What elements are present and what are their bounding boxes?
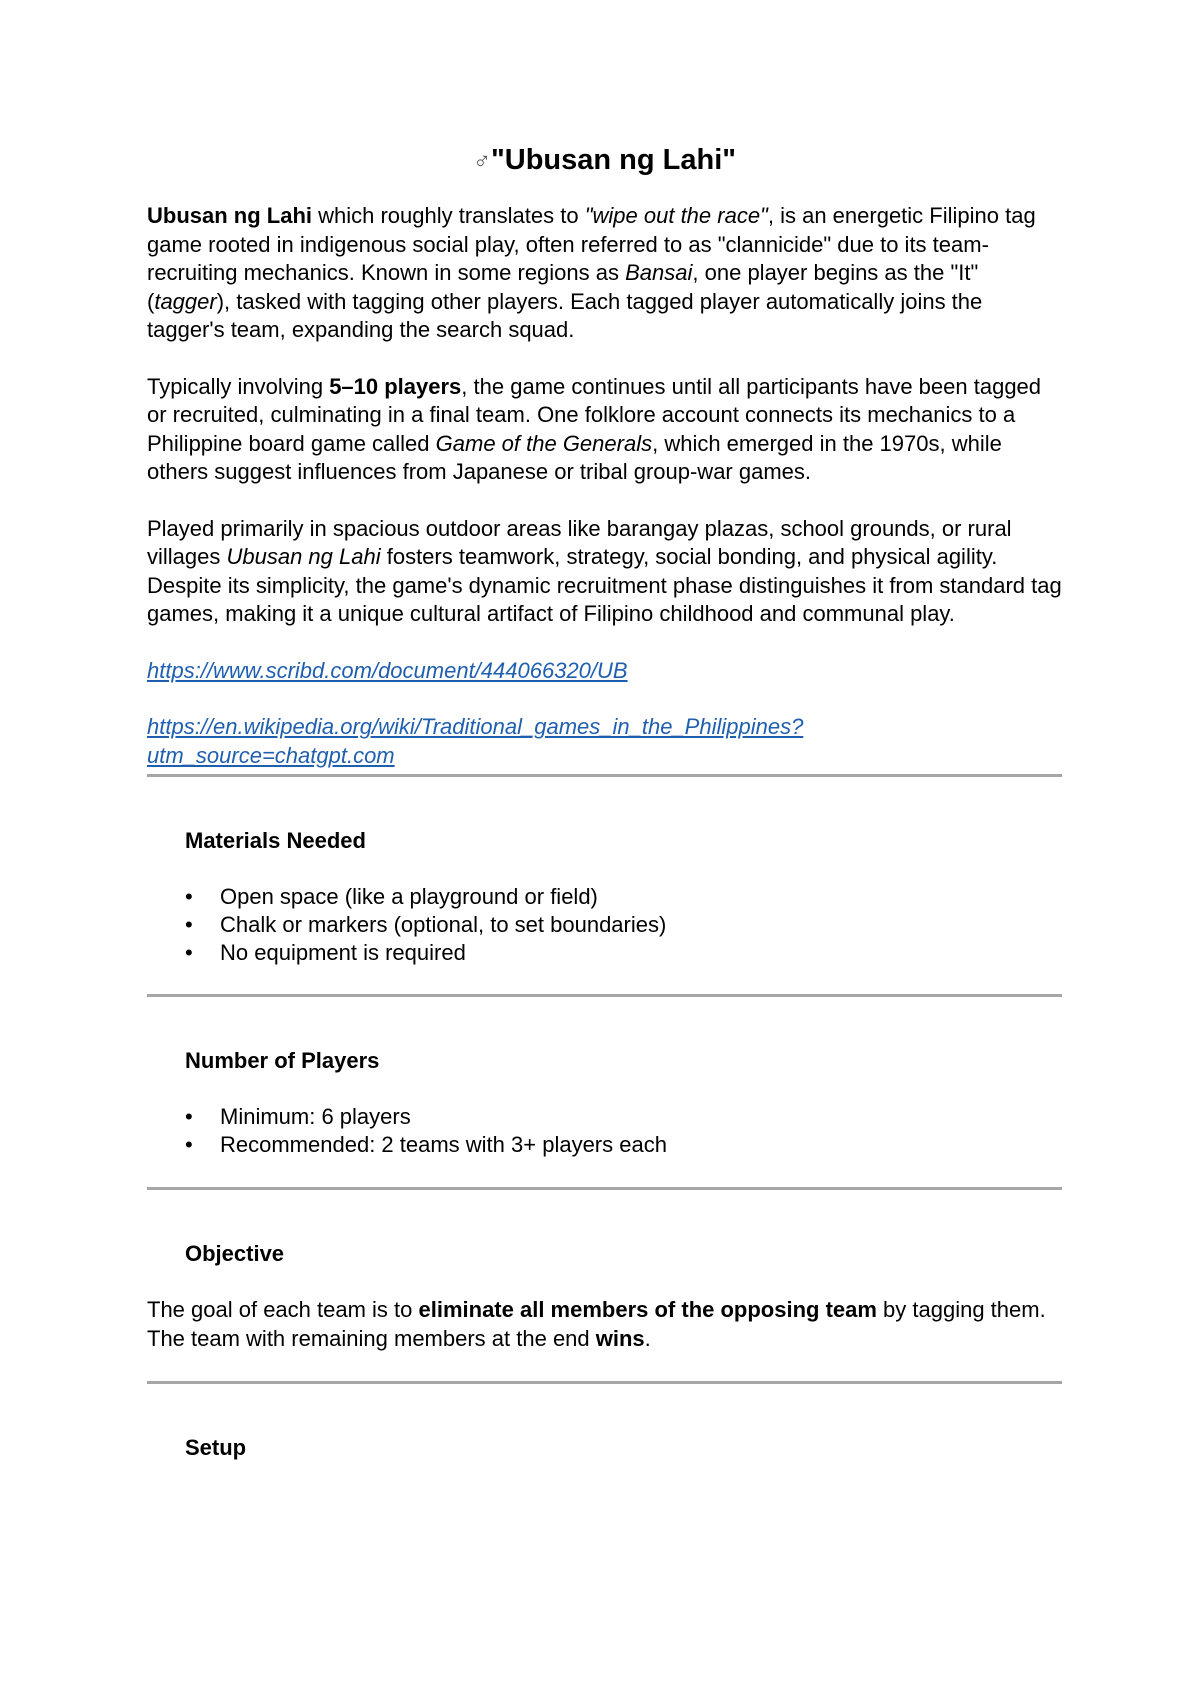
divider	[147, 1381, 1062, 1384]
objective-heading: Objective	[185, 1241, 285, 1266]
list-item: • Chalk or markers (optional, to set boundaries)	[185, 911, 1062, 939]
game-name-italic: Ubusan ng Lahi	[226, 544, 381, 569]
materials-heading: Materials Needed	[185, 828, 366, 853]
board-game-italic: Game of the Generals	[435, 430, 653, 456]
document-body	[147, 140, 1062, 1462]
list-item: • Recommended: 2 teams with 3+ players each	[185, 1131, 1062, 1159]
wins-bold: wins	[595, 1325, 645, 1351]
scribd-link[interactable]: https://www.scribd.com/document/444066320/UB	[147, 657, 628, 683]
divider	[147, 1187, 1062, 1190]
text-run: The goal of each team is to	[147, 1297, 419, 1322]
text-run: , is an energetic Filipino tag game rooted in indigenous social play, often referred to as "clannicide" due to its team-recruiting mechanics. Known in some regions as	[147, 203, 1036, 285]
objective-text	[147, 1296, 1062, 1353]
text-run: which roughly translates to	[312, 203, 585, 228]
text-run: , one player begins as the "It" (	[147, 260, 979, 314]
tagger-italic: tagger	[154, 288, 217, 314]
players-list	[185, 1103, 1062, 1159]
text-run: , which emerged in the 1970s, while others suggest influences from Japanese or tribal group-war games.	[147, 430, 1002, 484]
list-item: • Open space (like a playground or field)	[185, 883, 1062, 911]
text-run: Typically involving	[147, 373, 330, 399]
source-link-1-block	[147, 657, 1062, 686]
player-count-bold: 5–10 players	[329, 373, 462, 399]
objective-section	[147, 1240, 1062, 1353]
list-item: • No equipment is required	[185, 939, 1062, 967]
text-run: ), tasked with tagging other players. Each tagged player automatically joins the tagger's team, expanding the search squad.	[147, 288, 983, 342]
intro-paragraph-2	[147, 373, 1062, 487]
players-section	[147, 1047, 1062, 1159]
divider	[147, 994, 1062, 997]
text-run: by tagging them. The team with remaining members at the end	[147, 1297, 1046, 1351]
wikipedia-link[interactable]	[147, 713, 1062, 770]
objective-bold: eliminate all members of the opposing team	[418, 1297, 877, 1322]
intro-paragraph-3	[147, 515, 1062, 629]
title-text: "Ubusan ng Lahi"	[491, 144, 736, 176]
materials-section	[147, 827, 1062, 967]
text-run: .	[644, 1325, 651, 1351]
setup-heading: Setup	[185, 1435, 247, 1460]
setup-section	[147, 1434, 1062, 1462]
materials-list	[185, 883, 1062, 967]
game-name-bold: Ubusan ng Lahi	[147, 203, 312, 228]
wikipedia-link-line-1: https://en.wikipedia.org/wiki/Traditional_games_in_the_Philippines?	[147, 714, 804, 739]
source-link-2-block	[147, 713, 1062, 770]
male-symbol-icon: ♂	[473, 148, 491, 175]
text-run: , the game continues until all participants have been tagged or recruited, culminating in a final team. One folklore account connects its mechanics to a Philippine board game called	[147, 373, 1042, 456]
list-item: • Minimum: 6 players	[185, 1103, 1062, 1131]
bansai-italic: Bansai	[625, 260, 693, 285]
intro-paragraph-1	[147, 202, 1062, 345]
wikipedia-link-line-2: utm_source=chatgpt.com	[147, 742, 395, 768]
page-title	[147, 140, 1062, 182]
translation-italic: "wipe out the race"	[584, 203, 768, 228]
text-run: fosters teamwork, strategy, social bonding, and physical agility. Despite its simplicity, the game's dynamic recruitment phase distinguishes it from standard tag games, making it a unique cultural artifact of Filipino childhood and communal play.	[147, 544, 1062, 626]
divider	[147, 774, 1062, 777]
text-run: Played primarily in spacious outdoor areas like barangay plazas, school grounds, or rural villages	[147, 515, 1012, 569]
players-heading: Number of Players	[185, 1048, 380, 1073]
